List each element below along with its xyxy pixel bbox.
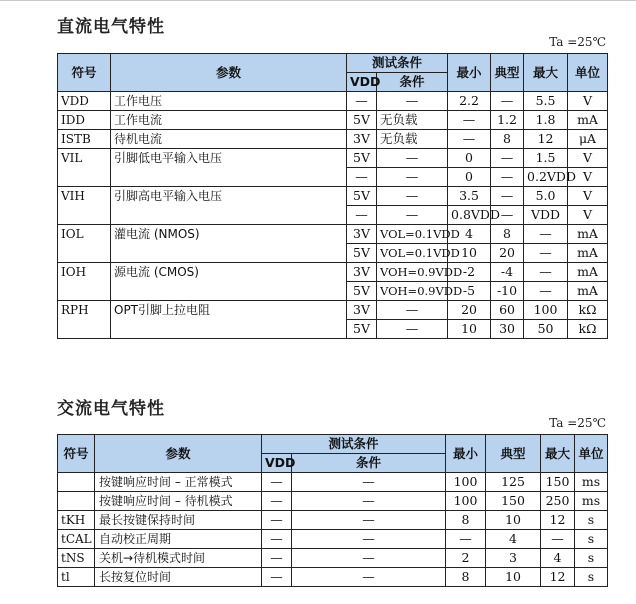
cell-unit: kΩ xyxy=(568,301,608,320)
cell-param xyxy=(111,206,347,225)
header-unit: 单位 xyxy=(575,435,608,473)
cell-vdd: — xyxy=(262,549,292,568)
table-row xyxy=(58,320,608,339)
table-row xyxy=(58,473,608,492)
cell-vdd: 5V xyxy=(347,149,377,168)
header-vdd: VDD xyxy=(262,454,292,473)
cell-min: -5 xyxy=(448,282,491,301)
cell-min: 100 xyxy=(446,473,486,492)
cell-vdd: — xyxy=(262,511,292,530)
cell-typ: — xyxy=(491,187,524,206)
cell-cond: — xyxy=(292,530,446,549)
cell-param xyxy=(111,320,347,339)
cell-param: 工作电压 xyxy=(111,92,347,111)
cell-max: — xyxy=(524,225,568,244)
cell-symbol xyxy=(58,244,111,263)
cell-typ: 125 xyxy=(486,473,541,492)
cell-typ: 20 xyxy=(491,244,524,263)
cell-cond: — xyxy=(292,492,446,511)
cell-min: 10 xyxy=(448,244,491,263)
table-row xyxy=(58,301,608,320)
cell-min: 10 xyxy=(448,320,491,339)
table-row xyxy=(58,92,608,111)
cell-unit: mA xyxy=(568,282,608,301)
cell-symbol xyxy=(58,320,111,339)
cell-vdd: 3V xyxy=(347,301,377,320)
cell-cond: VOL=0.1VDD xyxy=(377,225,448,244)
cell-min: -2 xyxy=(448,263,491,282)
cell-vdd: — xyxy=(262,473,292,492)
cell-cond: — xyxy=(292,473,446,492)
cell-param: OPT引脚上拉电阻 xyxy=(111,301,347,320)
cell-max: VDD xyxy=(524,206,568,225)
cell-unit: s xyxy=(575,530,608,549)
cell-max: 100 xyxy=(524,301,568,320)
cell-typ: 1.2 xyxy=(491,111,524,130)
cell-param: 源电流 (CMOS) xyxy=(111,263,347,282)
cell-param xyxy=(111,168,347,187)
cell-param: 自动校正周期 xyxy=(95,530,262,549)
cell-typ: 3 xyxy=(486,549,541,568)
cell-cond: — xyxy=(377,92,448,111)
table-row xyxy=(58,187,608,206)
cell-cond: — xyxy=(377,187,448,206)
cell-min: 100 xyxy=(446,492,486,511)
cell-param: 灌电流 (NMOS) xyxy=(111,225,347,244)
cell-param: 引脚高电平输入电压 xyxy=(111,187,347,206)
cell-min: 8 xyxy=(446,568,486,587)
header-min: 最小 xyxy=(448,54,491,92)
cell-min: 0 xyxy=(448,168,491,187)
table-row xyxy=(58,225,608,244)
cell-symbol xyxy=(58,473,95,492)
cell-min: 4 xyxy=(448,225,491,244)
cell-cond: — xyxy=(292,568,446,587)
cell-min: — xyxy=(448,130,491,149)
header-test-cond: 测试条件 xyxy=(347,54,448,73)
cell-typ: -4 xyxy=(491,263,524,282)
cell-symbol: ISTB xyxy=(58,130,111,149)
cell-typ: 60 xyxy=(491,301,524,320)
cell-max: 4 xyxy=(541,549,575,568)
cell-typ: 10 xyxy=(486,568,541,587)
cell-symbol: IOL xyxy=(58,225,111,244)
cell-unit: V xyxy=(568,206,608,225)
header-vdd: VDD xyxy=(347,73,377,92)
cell-cond: — xyxy=(377,206,448,225)
cell-max: 250 xyxy=(541,492,575,511)
cell-vdd: — xyxy=(262,568,292,587)
cell-symbol: IOH xyxy=(58,263,111,282)
cell-unit: V xyxy=(568,168,608,187)
cell-symbol xyxy=(58,168,111,187)
cell-vdd: 5V xyxy=(347,282,377,301)
cell-vdd: — xyxy=(347,92,377,111)
cell-min: 2 xyxy=(446,549,486,568)
table-row xyxy=(58,111,608,130)
header-test-cond: 测试条件 xyxy=(262,435,446,454)
cell-param: 按键响应时间 – 正常模式 xyxy=(95,473,262,492)
cell-max: — xyxy=(524,282,568,301)
cell-param xyxy=(111,282,347,301)
cell-cond: 无负载 xyxy=(377,130,448,149)
cell-vdd: 5V xyxy=(347,244,377,263)
header-symbol: 符号 xyxy=(58,54,111,92)
cell-max: 12 xyxy=(541,511,575,530)
cell-typ: 8 xyxy=(491,130,524,149)
cell-symbol: IDD xyxy=(58,111,111,130)
cell-vdd: 3V xyxy=(347,130,377,149)
cell-cond: — xyxy=(377,168,448,187)
cell-param: 按键响应时间 – 待机模式 xyxy=(95,492,262,511)
table-row xyxy=(58,244,608,263)
cell-vdd: — xyxy=(347,168,377,187)
cell-symbol: RPH xyxy=(58,301,111,320)
header-typ: 典型 xyxy=(486,435,541,473)
ac-spec-table xyxy=(57,434,608,587)
cell-param xyxy=(111,244,347,263)
cell-max: 5.5 xyxy=(524,92,568,111)
cell-vdd: 5V xyxy=(347,111,377,130)
cell-param: 关机→待机模式时间 xyxy=(95,549,262,568)
cell-cond: 无负载 xyxy=(377,111,448,130)
cell-unit: ms xyxy=(575,473,608,492)
cell-typ: 10 xyxy=(486,511,541,530)
dc-spec-table xyxy=(57,53,608,339)
cell-min: 20 xyxy=(448,301,491,320)
cell-unit: s xyxy=(575,549,608,568)
cell-vdd: — xyxy=(347,206,377,225)
cell-max: 12 xyxy=(524,130,568,149)
cell-unit: mA xyxy=(568,263,608,282)
cell-unit: V xyxy=(568,187,608,206)
table-row xyxy=(58,511,608,530)
cell-unit: mA xyxy=(568,225,608,244)
table-row xyxy=(58,282,608,301)
header-cond: 条件 xyxy=(377,73,448,92)
cell-unit: V xyxy=(568,149,608,168)
ac-section-title: 交流电气特性 xyxy=(57,399,165,419)
table-row xyxy=(58,263,608,282)
cell-typ: — xyxy=(491,206,524,225)
header-param: 参数 xyxy=(95,435,262,473)
cell-max: 1.8 xyxy=(524,111,568,130)
cell-vdd: 3V xyxy=(347,263,377,282)
dc-section-title: 直流电气特性 xyxy=(57,17,165,37)
table-row xyxy=(58,130,608,149)
cell-unit: mA xyxy=(568,111,608,130)
cell-unit: kΩ xyxy=(568,320,608,339)
table-row xyxy=(58,568,608,587)
cell-unit: s xyxy=(575,568,608,587)
cell-min: 0 xyxy=(448,149,491,168)
cell-typ: 150 xyxy=(486,492,541,511)
cell-cond: VOH=0.9VDD xyxy=(377,282,448,301)
ac-ta-note: Ta =25℃ xyxy=(549,416,606,430)
table-row xyxy=(58,549,608,568)
cell-typ: 8 xyxy=(491,225,524,244)
cell-min: 8 xyxy=(446,511,486,530)
cell-vdd: 5V xyxy=(347,320,377,339)
cell-typ: — xyxy=(491,168,524,187)
cell-min: 0.8VDD xyxy=(448,206,491,225)
cell-max: 1.5 xyxy=(524,149,568,168)
cell-max: — xyxy=(524,263,568,282)
table-row xyxy=(58,149,608,168)
cell-symbol: tl xyxy=(58,568,95,587)
cell-symbol: VIL xyxy=(58,149,111,168)
cell-cond: — xyxy=(377,320,448,339)
cell-vdd: 3V xyxy=(347,225,377,244)
cell-symbol xyxy=(58,282,111,301)
cell-param: 工作电流 xyxy=(111,111,347,130)
table-row xyxy=(58,530,608,549)
cell-symbol: VDD xyxy=(58,92,111,111)
top-rule xyxy=(0,0,636,1)
cell-symbol: tNS xyxy=(58,549,95,568)
cell-unit: ms xyxy=(575,492,608,511)
cell-cond: — xyxy=(377,301,448,320)
cell-unit: mA xyxy=(568,244,608,263)
cell-max: 0.2VDD xyxy=(524,168,568,187)
cell-max: 150 xyxy=(541,473,575,492)
cell-min: 3.5 xyxy=(448,187,491,206)
cell-param: 最长按键保持时间 xyxy=(95,511,262,530)
cell-symbol xyxy=(58,206,111,225)
dc-ta-note: Ta =25℃ xyxy=(549,35,606,49)
header-typ: 典型 xyxy=(491,54,524,92)
cell-unit: V xyxy=(568,92,608,111)
cell-max: — xyxy=(524,244,568,263)
cell-symbol xyxy=(58,492,95,511)
header-min: 最小 xyxy=(446,435,486,473)
cell-min: — xyxy=(448,111,491,130)
cell-symbol: tCAL xyxy=(58,530,95,549)
table-row xyxy=(58,206,608,225)
cell-min: — xyxy=(446,530,486,549)
cell-cond: — xyxy=(377,149,448,168)
cell-cond: VOH=0.9VDD xyxy=(377,263,448,282)
cell-symbol: tKH xyxy=(58,511,95,530)
cell-unit: μA xyxy=(568,130,608,149)
cell-cond: — xyxy=(292,511,446,530)
cell-max: 50 xyxy=(524,320,568,339)
cell-param: 待机电流 xyxy=(111,130,347,149)
header-max: 最大 xyxy=(524,54,568,92)
cell-vdd: — xyxy=(262,530,292,549)
table-row xyxy=(58,168,608,187)
header-unit: 单位 xyxy=(568,54,608,92)
header-param: 参数 xyxy=(111,54,347,92)
cell-typ: — xyxy=(491,149,524,168)
table-row xyxy=(58,492,608,511)
cell-typ: — xyxy=(491,92,524,111)
cell-min: 2.2 xyxy=(448,92,491,111)
cell-param: 长按复位时间 xyxy=(95,568,262,587)
cell-vdd: — xyxy=(262,492,292,511)
cell-symbol: VIH xyxy=(58,187,111,206)
cell-typ: -10 xyxy=(491,282,524,301)
cell-cond: — xyxy=(292,549,446,568)
cell-max: 12 xyxy=(541,568,575,587)
cell-typ: 30 xyxy=(491,320,524,339)
cell-unit: s xyxy=(575,511,608,530)
header-max: 最大 xyxy=(541,435,575,473)
cell-param: 引脚低电平输入电压 xyxy=(111,149,347,168)
cell-vdd: 5V xyxy=(347,187,377,206)
cell-cond: VOL=0.1VDD xyxy=(377,244,448,263)
header-symbol: 符号 xyxy=(58,435,95,473)
cell-max: 5.0 xyxy=(524,187,568,206)
cell-typ: 4 xyxy=(486,530,541,549)
cell-max: — xyxy=(541,530,575,549)
header-cond: 条件 xyxy=(292,454,446,473)
